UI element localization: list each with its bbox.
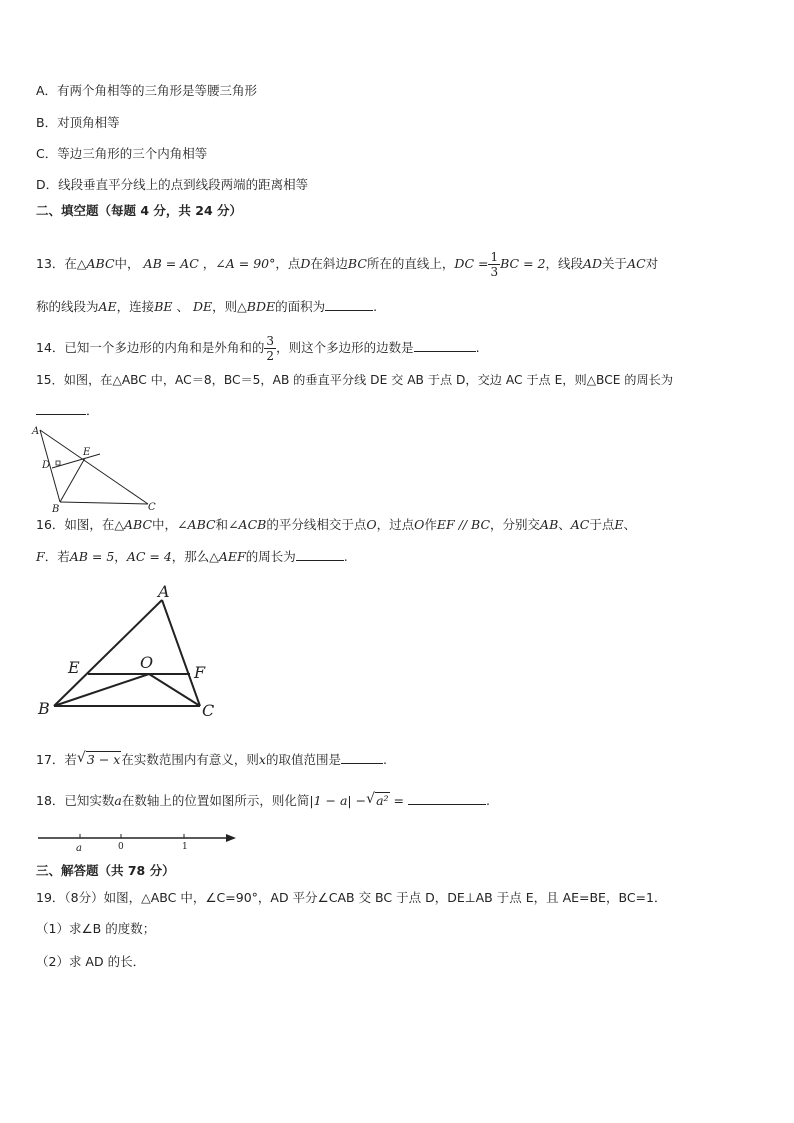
fraction-denominator: 2 (266, 349, 275, 363)
tick-label-a: a (76, 843, 82, 854)
math: AE (98, 299, 117, 314)
math: BC = 2 (500, 256, 546, 271)
text: 的周长为 (245, 549, 296, 564)
text: 对 (645, 256, 659, 271)
text: 关于 (602, 256, 628, 271)
question-13-line-2 (36, 298, 377, 316)
answer-blank[interactable] (341, 751, 383, 764)
math: BE (154, 299, 173, 314)
fraction-denominator: 3 (490, 265, 499, 279)
question-number: 13． (36, 256, 65, 271)
fraction-numerator: 3 (266, 334, 275, 348)
label-a: A (32, 426, 40, 437)
fraction-numerator: 1 (490, 250, 499, 264)
text: 在 (64, 256, 77, 271)
text: . (373, 299, 378, 314)
math: AD (582, 256, 603, 271)
question-16-line-2 (36, 548, 348, 566)
text: ，点 (275, 256, 301, 271)
section-title-solutions: 三、解答题（共 78 分） (36, 863, 175, 878)
question-16-line-1 (36, 516, 636, 534)
text: . (343, 549, 348, 564)
text: ，则 (212, 299, 238, 314)
segment-bc (60, 502, 148, 504)
math: ∠ABC (177, 517, 216, 532)
math: EF // BC (436, 517, 491, 532)
text: 在数轴上的位置如图所示，则化简 (121, 793, 310, 808)
answer-blank[interactable] (414, 339, 476, 352)
math: △AEF (209, 549, 246, 564)
label-e: E (83, 447, 91, 458)
math: AB = AC (143, 256, 199, 271)
text: . (382, 752, 387, 767)
answer-blank[interactable] (408, 792, 486, 805)
label-o: O (140, 653, 154, 672)
math: DE (192, 299, 213, 314)
option-d: D．线段垂直平分线上的点到线段两端的距离相等 (36, 177, 309, 192)
math: |1 − a| − (309, 793, 367, 808)
right-angle-mark (56, 461, 60, 465)
text: 的平分线相交于点 (266, 517, 367, 532)
question-17 (36, 751, 387, 769)
text: 在斜边 (310, 256, 348, 271)
math: O (366, 517, 377, 532)
label-b: B (38, 699, 50, 718)
text: = (393, 793, 405, 808)
math: ∠ACB (228, 517, 267, 532)
text: ，过点 (376, 517, 415, 532)
question-15-line-2 (36, 402, 99, 420)
question-number: 18． (36, 793, 65, 808)
label-b: B (52, 504, 60, 515)
segment-ac (162, 600, 200, 706)
question-number: 14． (36, 340, 65, 355)
text: 中， (114, 256, 140, 271)
math: △ABC (114, 517, 153, 532)
text: 、 (176, 299, 189, 314)
radicand: 3 − x (86, 752, 121, 767)
tick-label-0: 0 (118, 842, 124, 852)
text: ，分别交 (490, 517, 541, 532)
text: 的取值范围是 (265, 752, 341, 767)
text: 已知一个多边形的内角和是外角和的 (64, 340, 265, 355)
bisector-bo (54, 674, 149, 706)
text: ， (114, 549, 127, 564)
math: x (258, 752, 266, 767)
section-title-fill-in: 二、填空题（每题 4 分，共 24 分） (36, 203, 243, 218)
math: D (300, 256, 311, 271)
text: ，则这个多边形的边数是 (276, 340, 414, 355)
math: △ABC (76, 256, 115, 271)
math: a (114, 793, 122, 808)
text: ，线段 (545, 256, 583, 271)
math: BC (347, 256, 367, 271)
question-19-stem: 19．（8分）如图，△ABC 中，∠C=90°，AD 平分∠CAB 交 BC 于点 D，DE⊥AB 于点 E，且 AE=BE，BC=1． (36, 890, 667, 905)
math: △BDE (237, 299, 276, 314)
tick-label-1: 1 (182, 842, 188, 852)
math: AC (570, 517, 590, 532)
question-13-line-1 (36, 250, 658, 279)
text: 于点 (589, 517, 615, 532)
number-line-figure (38, 830, 243, 854)
figure-q15-triangle (30, 424, 160, 514)
text: 中， (152, 517, 178, 532)
text: ．若 (44, 549, 70, 564)
text: 称的线段为 (36, 299, 99, 314)
math: ∠A = 90° (215, 256, 276, 271)
question-15-line-1: 15．如图，在△ABC 中，AC＝8，BC＝5，AB 的垂直平分线 DE 交 AB 于点 D，交边 AC 于点 E，则△BCE 的周长为 (36, 373, 674, 387)
option-a: A．有两个角相等的三角形是等腰三角形 (36, 83, 258, 98)
text: 的面积为 (275, 299, 326, 314)
math: AC (627, 256, 646, 271)
text: 作 (424, 517, 437, 532)
answer-blank[interactable] (36, 402, 86, 415)
math: E (614, 517, 624, 532)
text: 如图，在 (64, 517, 115, 532)
text: 、 (558, 517, 571, 532)
question-19-part-1: （1）求∠B 的度数； (36, 921, 156, 936)
radical-sign: √ (76, 750, 86, 766)
fraction (488, 250, 500, 279)
text: ． (86, 403, 99, 418)
text: 所在的直线上， (366, 256, 455, 271)
answer-blank[interactable] (325, 298, 373, 311)
label-c: C (202, 701, 215, 720)
question-number: 16． (36, 517, 65, 532)
bisector-co (149, 674, 200, 706)
text: 和 (215, 517, 229, 532)
question-19-part-2: （2）求 AD 的长． (36, 954, 146, 969)
math: AC = 4 (126, 549, 172, 564)
radical-sign: √ (366, 791, 376, 807)
math: F (36, 549, 45, 564)
option-b: B．对顶角相等 (36, 115, 120, 130)
label-d: D (42, 460, 51, 471)
answer-blank[interactable] (296, 548, 344, 561)
text: ，连接 (116, 299, 155, 314)
label-c: C (148, 502, 156, 513)
text: 已知实数 (64, 793, 115, 808)
label-a: A (158, 582, 170, 601)
radicand: a² (376, 793, 389, 808)
axis-arrow (226, 834, 236, 842)
math: AB (540, 517, 559, 532)
fraction (264, 334, 276, 363)
square-root (366, 792, 389, 810)
question-18 (36, 792, 490, 810)
option-c: C．等边三角形的三个内角相等 (36, 146, 208, 161)
text: 若 (64, 752, 77, 767)
text: ，那么 (171, 549, 210, 564)
question-number: 17． (36, 752, 65, 767)
figure-q16-triangle (36, 582, 226, 722)
square-root (77, 751, 121, 769)
math: DC = (454, 256, 489, 271)
text: 在实数范围内有意义，则 (121, 752, 259, 767)
text: ， (202, 256, 216, 271)
math: AB = 5 (69, 549, 115, 564)
label-e: E (68, 658, 80, 677)
question-14 (36, 334, 480, 363)
math: O (414, 517, 425, 532)
label-f: F (194, 663, 206, 682)
text: . (486, 793, 490, 808)
text: . (475, 340, 480, 355)
text: 、 (623, 517, 637, 532)
